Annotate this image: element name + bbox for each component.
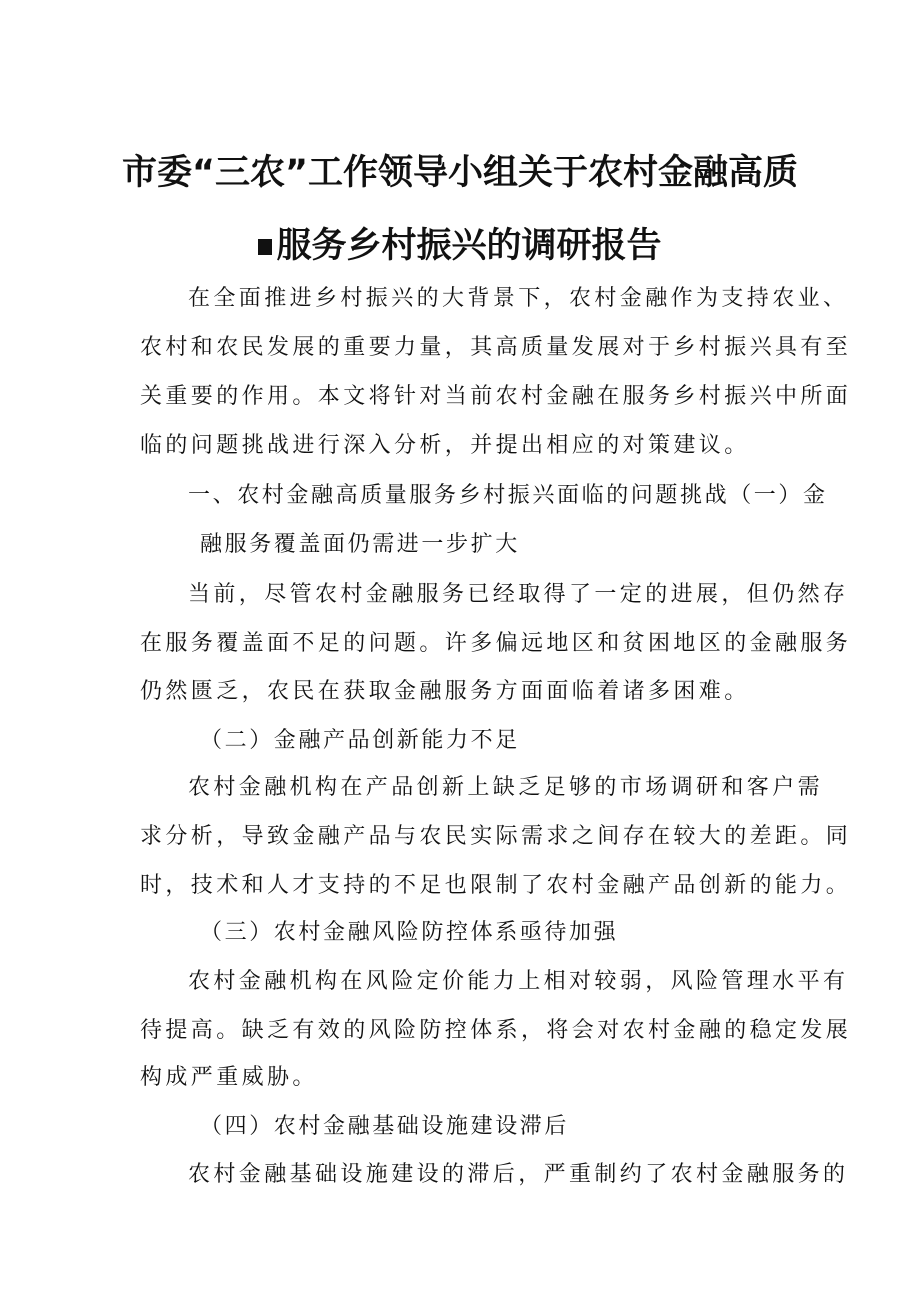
paragraph-line: 关重要的作用。本文将针对当前农村金融在服务乡村振兴中所面 — [140, 384, 852, 409]
section-heading-line: （三）农村金融风险防控体系亟待加强 — [200, 920, 619, 945]
paragraph-line: 时，技术和人才支持的不足也限制了农村金融产品创新的能力。 — [140, 873, 852, 898]
paragraph-line: 求分析，导致金融产品与农民实际需求之间存在较大的差距。同 — [140, 824, 852, 849]
paragraph-line: 待提高。缺乏有效的风险防控体系，将会对农村金融的稳定发展 — [140, 1018, 852, 1043]
section-heading-line: （二）金融产品创新能力不足 — [200, 728, 520, 753]
paragraph-line: 当前，尽管农村金融服务已经取得了一定的进展，但仍然存 — [188, 582, 849, 607]
paragraph-line: 在服务覆盖面不足的问题。许多偏远地区和贫困地区的金融服务 — [140, 631, 852, 656]
document-title-line-2 — [0, 218, 920, 268]
paragraph-line: 农村金融基础设施建设的滞后，严重制约了农村金融服务的 — [188, 1162, 849, 1187]
paragraph-line: 仍然匮乏，农民在获取金融服务方面面临着诸多困难。 — [140, 679, 750, 704]
paragraph-line: 临的问题挑战进行深入分析，并提出相应的对策建议。 — [140, 433, 750, 458]
paragraph-line: 农村金融机构在产品创新上缺乏足够的市场调研和客户需 — [188, 775, 824, 800]
paragraph-line: 构成严重威胁。 — [140, 1065, 318, 1090]
paragraph-line: 在全面推进乡村振兴的大背景下，农村金融作为支持农业、 — [188, 286, 849, 311]
section-heading-line: 一、农村金融高质量服务乡村振兴面临的问题挑战（一）金 — [188, 483, 828, 508]
section-heading-line: 融服务覆盖面仍需进一步扩大 — [200, 532, 520, 557]
document-title-line-1: 市委“三农”工作领导小组关于农村金融高质 — [121, 153, 798, 193]
square-bullet-icon — [258, 239, 272, 255]
paragraph-line: 农村和农民发展的重要力量，其高质量发展对于乡村振兴具有至 — [140, 335, 852, 360]
document-title-line-2-text: 服务乡村振兴的调研报告 — [276, 226, 662, 266]
section-heading-line: （四）农村金融基础设施建设滞后 — [200, 1114, 570, 1139]
paragraph-line: 农村金融机构在风险定价能力上相对较弱，风险管理水平有 — [188, 969, 849, 994]
